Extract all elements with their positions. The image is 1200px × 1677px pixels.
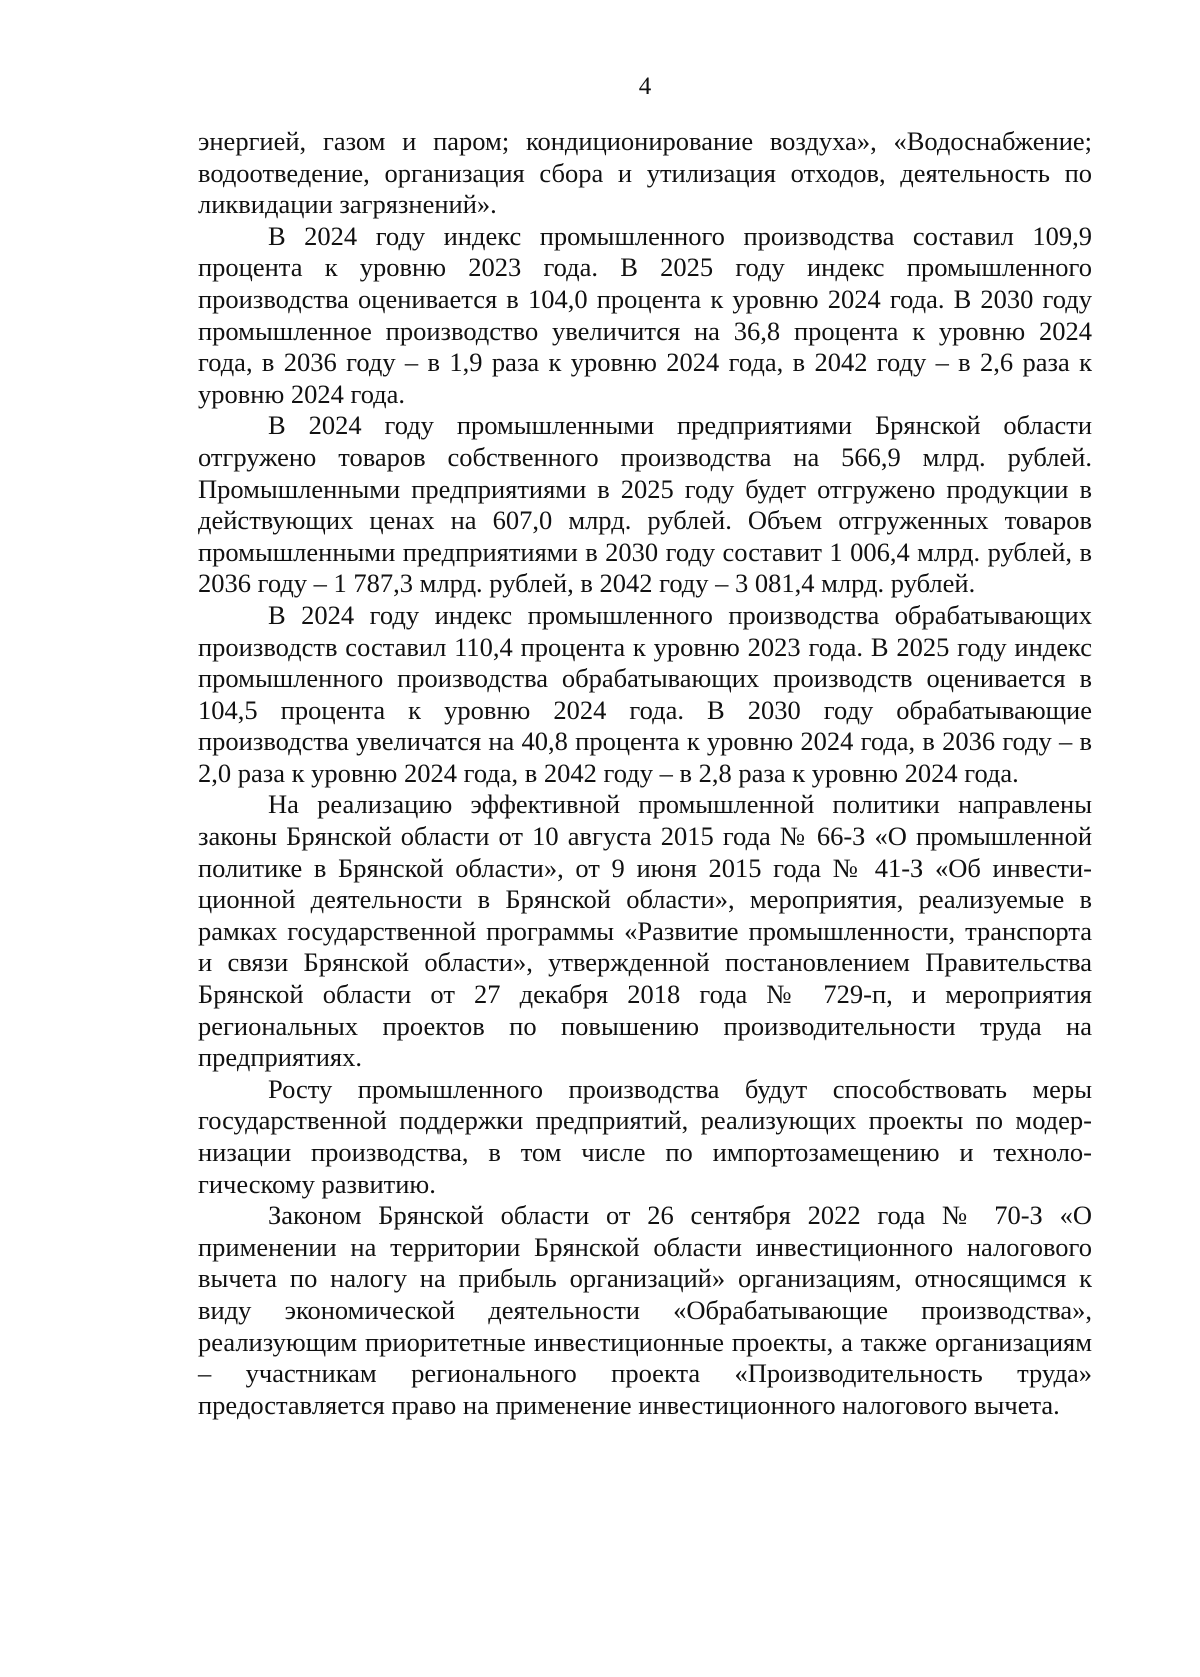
paragraph-manufacturing-index: В 2024 году индекс промышленного производства обрабатывающих производств составил 110,4 процента к уровню 2023 года. В 2025 году индекс промышленного производства обрабатывающих производств оценивается в 104,5 процента к уровню 2024 года. В 2030 году обрабатывающие производства увеличатся на 40,8 процента к уровню 2024 года, в 2036 году – в 2,0 раза к уровню 2024 года, в 2042 году – в 2,8 раза к уровню 2024 года. [198, 599, 1092, 788]
paragraph-continuation: энергией, газом и паром; кондиционирование воздуха», «Водоснабжение; водоотведение, организация сбора и утилизация отходов, деятельность по ликвидации загрязнений». [198, 126, 1092, 220]
paragraph-industrial-policy-laws: На реализацию эффективной промышленной политики направлены законы Брянской области от 10 августа 2015 года № 66-З «О промышленной политике в Брянской области», от 9 июня 2015 года № 41-З «Об инвестиционной деятельности в Брянской области», мероприятия, реализуемые в рамках государственной программы «Развитие промышленности, транспорта и связи Брянской области», утвержденной постановлением Правительства Брянской области от 27 декабря 2018 года № 729-п, и мероприятия региональных проектов по повышению производительности труда на предприятиях. [198, 789, 1092, 1073]
document-body [198, 126, 1092, 1421]
paragraph-state-support: Росту промышленного производства будут способствовать меры государственной поддержки предприятий, реализующих проекты по модернизации производства, в том числе по импортозамещению и технологическому развитию. [198, 1073, 1092, 1199]
page-number: 4 [638, 73, 652, 100]
paragraph-industrial-index: В 2024 году индекс промышленного производства составил 109,9 процента к уровню 2023 года. В 2025 году индекс промышленного производства оценивается в 104,0 процента к уровню 2024 года. В 2030 году промышленное производство увеличится на 36,8 процента к уровню 2024 года, в 2036 году – в 1,9 раза к уровню 2024 года, в 2042 году – в 2,6 раза к уровню 2024 года. [198, 220, 1092, 409]
paragraph-shipped-goods: В 2024 году промышленными предприятиями Брянской области отгружено товаров собственного производства на 566,9 млрд. рублей. Промышленными предприятиями в 2025 году будет отгружено продукции в действующих ценах на 607,0 млрд. рублей. Объем отгруженных товаров промышленными предприятиями в 2030 году составит 1 006,4 млрд. рублей, в 2036 году – 1 787,3 млрд. рублей, в 2042 году – 3 081,4 млрд. рублей. [198, 410, 1092, 599]
paragraph-tax-deduction-law: Законом Брянской области от 26 сентября 2022 года № 70-З «О применении на территории Брянской области инвестиционного налогового вычета по налогу на прибыль организаций» организациям, относящимся к виду экономической деятельности «Обрабатывающие производства», реализующим приоритетные инвестиционные проекты, а также организациям – участникам регионального проекта «Производительность труда» предоставляется право на применение инвестиционного налогового вычета. [198, 1200, 1092, 1420]
